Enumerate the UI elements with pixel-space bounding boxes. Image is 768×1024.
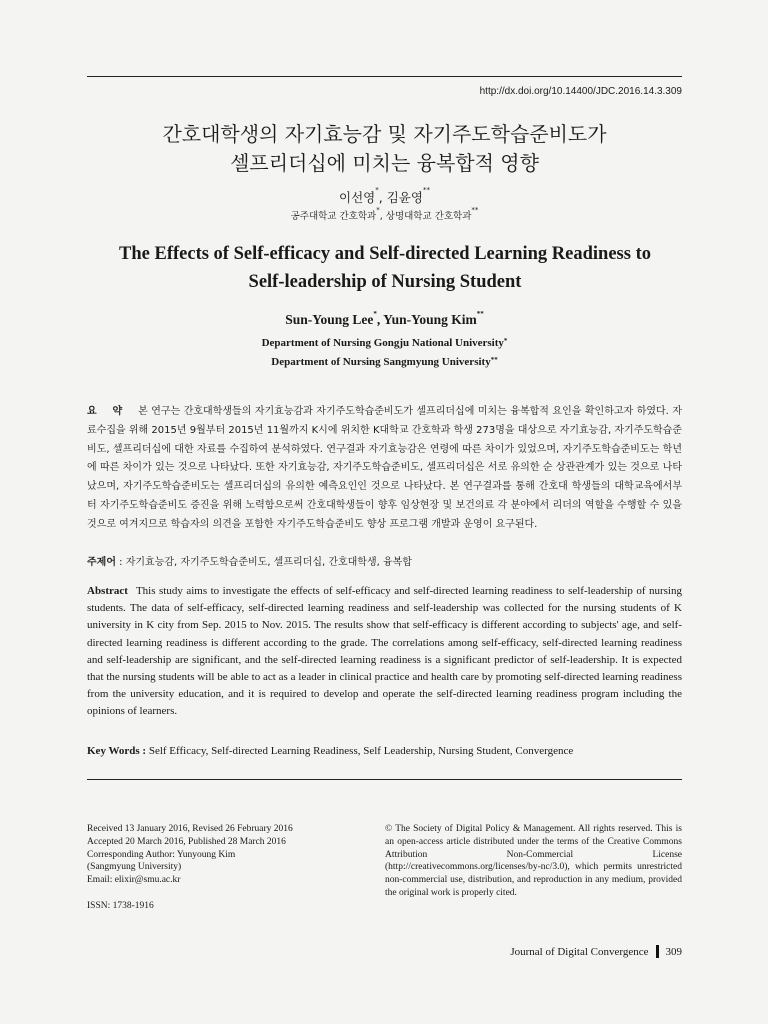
korean-affil-1: 공주대학교 간호학과 — [290, 211, 377, 222]
korean-title — [87, 120, 682, 178]
korean-affiliations: 공주대학교 간호학과*, 상명대학교 간호학과** — [290, 206, 479, 222]
korean-author-2-mark: ** — [422, 186, 430, 194]
english-abstract-text: This study aims to investigate the effects of self-efficacy and self-directed learning readiness to self-leadership of nursing students. The data of self-efficacy, self-directed learning readiness and self-leadership was collected for the nursing students of K university in K city from Sep. 2015 to Nov. 2015. The results show that self-efficacy is different according to subjects' age, and self-directed learning readiness is different according to the grade. The correlations among self-efficacy, self-directed learning readiness and self-leadership are significant, and the self-directed learning readiness is a significant predictor of self-leadership. It is expected that the nursing students will be able to act as a leader in clinical practice and health care by promoting self-directed learning readiness from the university education, and it is required to develop and operate the self-directed learning readiness program including the opinions of learners. — [87, 585, 682, 718]
korean-abstract — [87, 403, 682, 535]
author-email: Email: elixir@smu.ac.kr — [87, 875, 181, 886]
korean-affil-1-mark: * — [376, 206, 380, 214]
korean-keywords-label: 주제어 — [87, 557, 116, 568]
english-affil-2-mark: ** — [490, 356, 498, 364]
korean-keywords: 주제어 : 자기효능감, 자기주도학습준비도, 셀프리더십, 간호대학생, 융복합 — [87, 557, 412, 568]
top-rule — [87, 76, 682, 77]
journal-footer — [510, 945, 682, 958]
license-notice: © The Society of Digital Policy & Management. All rights reserved. This is an open-access article distributed under the terms of the Creative Commons Attribution Non-Commercial License (http://creativecommons.org/licenses/by-nc/3.0), which permits unrestricted non-commercial use, distribution, and reproduction in any medium, provided the original work is properly cited. — [385, 824, 682, 898]
english-abstract — [87, 583, 682, 721]
korean-author-1-mark: * — [375, 186, 379, 194]
journal-divider — [656, 945, 659, 958]
page-number: 309 — [665, 945, 682, 958]
corresponding-author: Corresponding Author: Yunyoung Kim — [87, 849, 236, 860]
korean-title-line1: 간호대학생의 자기효능감 및 자기주도학습준비도가 — [162, 122, 607, 146]
english-author-1: Sun-Young Lee — [285, 312, 374, 327]
received-date: Received 13 January 2016, Revised 26 February 2016 — [87, 824, 293, 834]
english-affil-1: Department of Nursing Gongju National University — [261, 337, 504, 349]
article-info — [87, 823, 357, 913]
korean-author-1: 이선영 — [339, 190, 376, 205]
english-author-2-mark: ** — [476, 310, 484, 318]
korean-affil-2-mark: ** — [471, 206, 479, 214]
english-keywords-text: Self Efficacy, Self-directed Learning Readiness, Self Leadership, Nursing Student, Convergence — [148, 745, 574, 757]
english-title — [70, 240, 700, 296]
english-title-line2: Self-leadership of Nursing Student — [248, 272, 522, 292]
korean-abstract-label: 요 약 — [87, 406, 129, 417]
english-author-1-mark: * — [373, 310, 377, 318]
korean-authors: 이선영*, 김윤영** — [339, 186, 430, 205]
english-title-line1: The Effects of Self-efficacy and Self-directed Learning Readiness to — [119, 244, 651, 264]
korean-keywords-text: 자기효능감, 자기주도학습준비도, 셀프리더십, 간호대학생, 융복합 — [125, 557, 412, 568]
english-author-2: Yun-Young Kim — [383, 312, 477, 327]
accepted-date: Accepted 20 March 2016, Published 28 March 2016 — [87, 836, 286, 847]
korean-affil-2: 상명대학교 간호학과 — [385, 211, 472, 222]
english-affil-1-mark: * — [503, 337, 508, 345]
english-affiliations — [87, 334, 682, 372]
doi-link[interactable]: http://dx.doi.org/10.14400/JDC.2016.14.3.309 — [479, 86, 682, 97]
english-abstract-label: Abstract — [87, 585, 128, 597]
english-keywords-label: Key Words : — [87, 745, 147, 757]
korean-abstract-text: 본 연구는 간호대학생들의 자기효능감과 자기주도학습준비도가 셀프리더십에 미치는 융복합적 요인을 확인하고자 하였다. 자료수집을 위해 2015년 9월부터 2015년 11월까지 K시에 위치한 K대학교 간호학과 학생 273명을 대상으로 자기효능감, 자기주도학습준비도, 셀프리더십에 대한 자료를 수집하여 분석하였다. 연구결과 자기효능감은 연령에 따른 차이가 있었으며, 자기주도학습준비도는 학년에 따른 차이가 있는 것으로 나타났다. 또한 자기효능감, 자기주도학습준비도, 셀프리더십은 서로 유의한 순 상관관계가 있는 것으로 나타났으며, 자기주도학습준비도는 셀프리더십의 유의한 예측요인인 것으로 나타났다. 본 연구결과를 통해 간호대 학생들의 대학교육에서부터 자기주도학습준비도 증진을 위해 노력함으로써 간호대학생들이 향후 임상현장 및 보건의료 각 분야에서 리더의 역할을 수행할 수 있을 것으로 여겨지므로 학습자의 의견을 포함한 자기주도학습준비도 향상 프로그램 개발과 운영이 요구된다. — [87, 406, 682, 530]
english-affil-2: Department of Nursing Sangmyung University — [271, 356, 491, 368]
english-authors: Sun-Young Lee*, Yun-Young Kim** — [285, 310, 484, 327]
bottom-rule — [87, 779, 682, 780]
korean-author-2: 김윤영 — [386, 190, 423, 205]
author-university: (Sangmyung University) — [87, 862, 182, 873]
english-keywords — [87, 745, 682, 757]
issn: ISSN: 1738-1916 — [87, 900, 154, 911]
korean-title-line2: 셀프리더십에 미치는 융복합적 영향 — [230, 151, 539, 175]
journal-name: Journal of Digital Convergence — [510, 945, 649, 958]
